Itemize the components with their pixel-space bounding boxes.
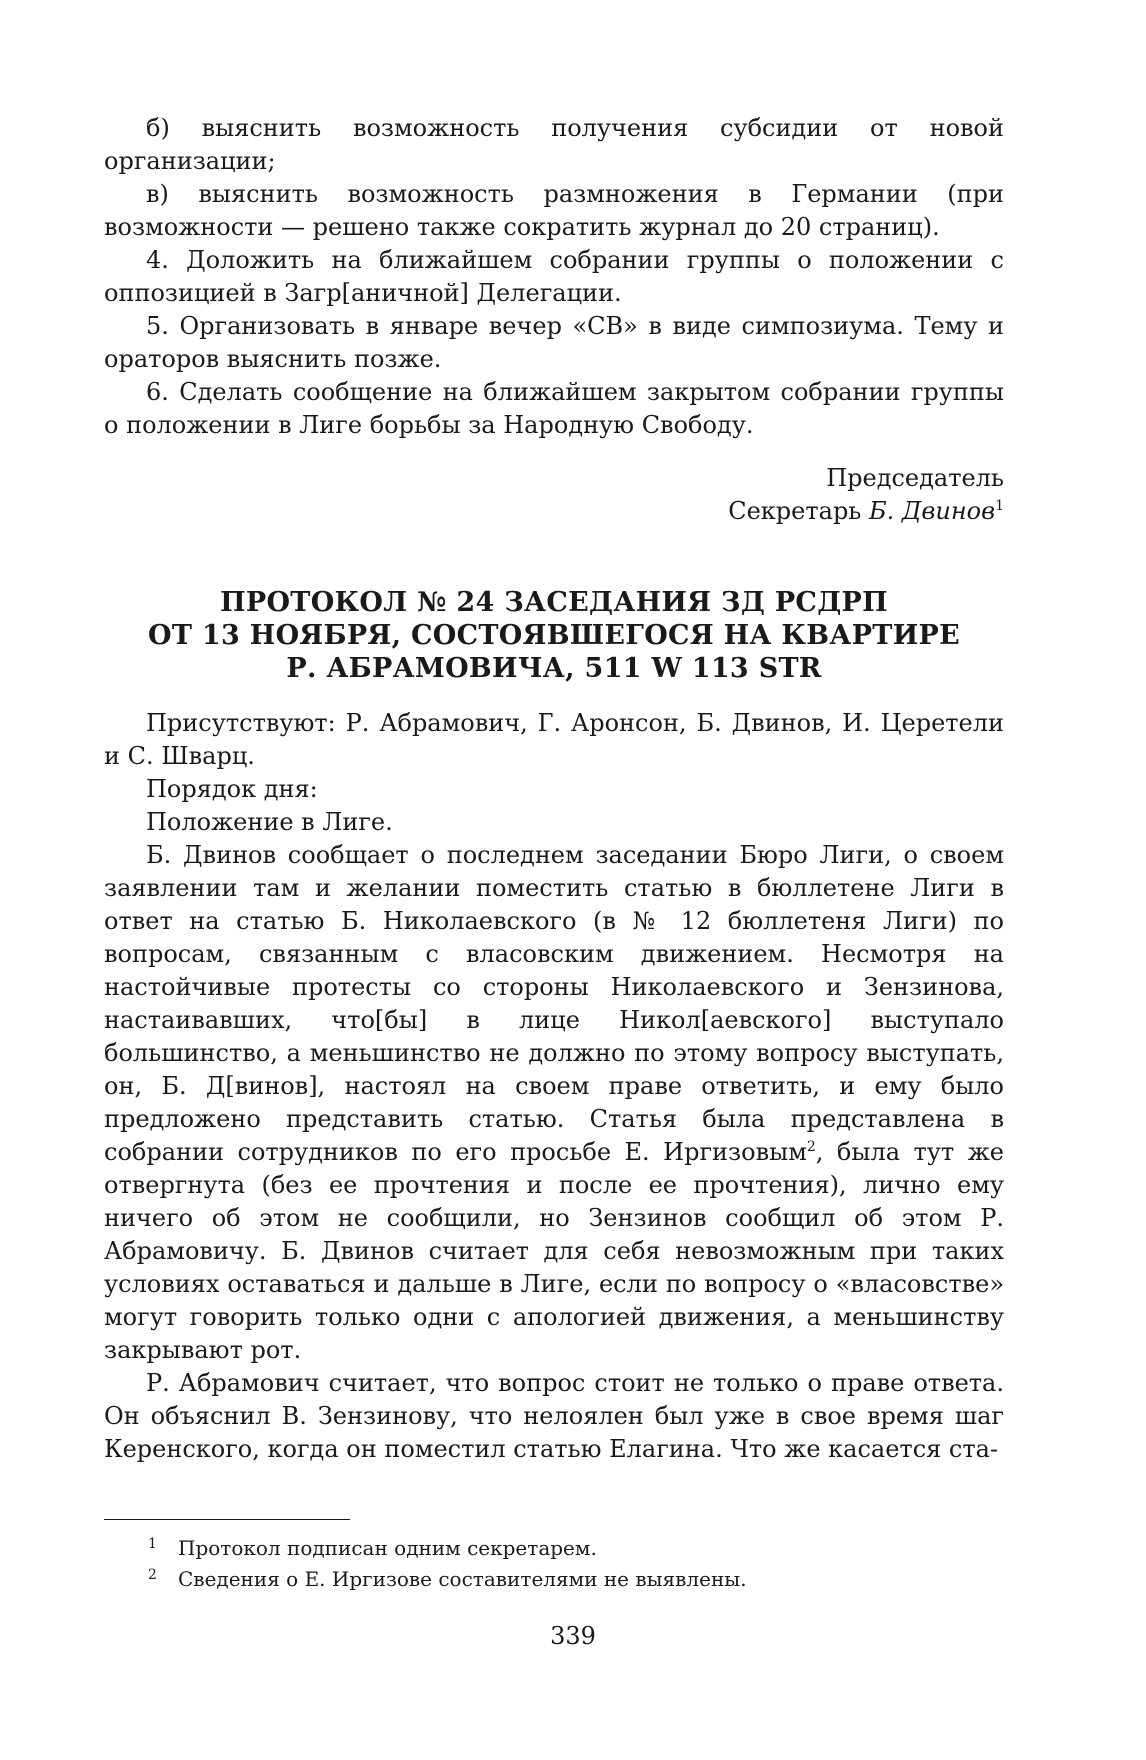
secretary-line <box>104 495 1004 528</box>
agenda-item: Положение в Лиге. <box>146 808 393 836</box>
main-text <box>104 112 1004 1466</box>
paragraph-part: , была тут же отвергнута (без ее прочтения и после ее прочтения), лично ему ничего об этом не сообщили, но Зензинов сообщил об этом Р. Абрамовичу. Б. Двинов считает для себя невозможным при таких условиях оставаться и дальше в Лиге, если по вопросу о «власовстве» могут говорить только одни с апологией движения, а меньшинству закрывают рот. <box>104 1138 1004 1364</box>
paragraph: в) выяснить возможность размножения в Германии (при возможности — решено также сократить журнал до 20 страниц). <box>104 180 1004 241</box>
title-line: ПРОТОКОЛ № 24 ЗАСЕДАНИЯ ЗД РСДРП <box>220 587 888 618</box>
footnote-text: Сведения о Е. Иргизове составителями не выявлены. <box>178 1567 747 1591</box>
paragraph <box>104 839 1004 1367</box>
secretary-label: Секретарь <box>728 497 862 525</box>
footnote <box>104 1533 1004 1564</box>
footnote-number: 2 <box>148 1567 157 1583</box>
agenda-label: Порядок дня: <box>146 775 318 803</box>
page-number: 339 <box>550 1622 596 1650</box>
footnote-divider <box>104 1519 350 1520</box>
present-paragraph: Присутствуют: Р. Абрамович, Г. Аронсон, Б. Двинов, И. Церетели и С. Шварц. <box>104 709 1004 770</box>
title-line: ОТ 13 НОЯБРЯ, СОСТОЯВШЕГОСЯ НА КВАРТИРЕ <box>148 620 960 651</box>
chairman-label: Председатель <box>826 464 1004 492</box>
title-line: Р. АБРАМОВИЧА, 511 W 113 STR <box>286 653 822 684</box>
footnotes <box>104 1533 1004 1595</box>
protocol-title <box>104 586 1004 685</box>
footnote-ref: 2 <box>806 1139 816 1155</box>
secretary-name: Б. Двинов <box>869 497 996 525</box>
paragraph: Р. Абрамович считает, что вопрос стоит не только о праве ответа. Он объяснил В. Зензинову, что нелоялен был уже в свое время шаг Керенского, когда он поместил статью Елагина. Что же касается ста- <box>104 1369 1004 1463</box>
paragraph-part: Б. Двинов сообщает о последнем заседании Бюро Лиги, о своем заявлении там и желании поместить статью в бюллетене Лиги в ответ на статью Б. Николаевского (в № 12 бюллетеня Лиги) по вопросам, связанным с власовским движением. Несмотря на настойчивые протесты со стороны Николаевского и Зензинова, настаивавших, что[бы] в лице Никол[аевского] выступало большинство, а меньшинство не должно по этому вопросу выступать, он, Б. Д[винов], настоял на своем праве ответить, и ему было предложено представить статью. Статья была представлена в собрании сотрудников по его просьбе Е. Иргизовым <box>104 841 1004 1166</box>
paragraph: 6. Сделать сообщение на ближайшем закрытом собрании группы о положении в Лиге борьбы за Народную Свободу. <box>104 378 1004 439</box>
paragraph: б) выяснить возможность получения субсидии от новой организации; <box>104 114 1004 175</box>
footnote-number: 1 <box>148 1536 157 1552</box>
paragraph: 5. Организовать в январе вечер «СВ» в виде симпозиума. Тему и ораторов выяснить позже. <box>104 312 1004 373</box>
footnote-ref: 1 <box>995 498 1004 514</box>
footnote <box>104 1564 1004 1595</box>
signature-block <box>104 462 1004 528</box>
paragraph: 4. Доложить на ближайшем собрании группы о положении с оппозицией в Загр[аничной] Делегации. <box>104 246 1004 307</box>
footnote-text: Протокол подписан одним секретарем. <box>178 1536 597 1560</box>
